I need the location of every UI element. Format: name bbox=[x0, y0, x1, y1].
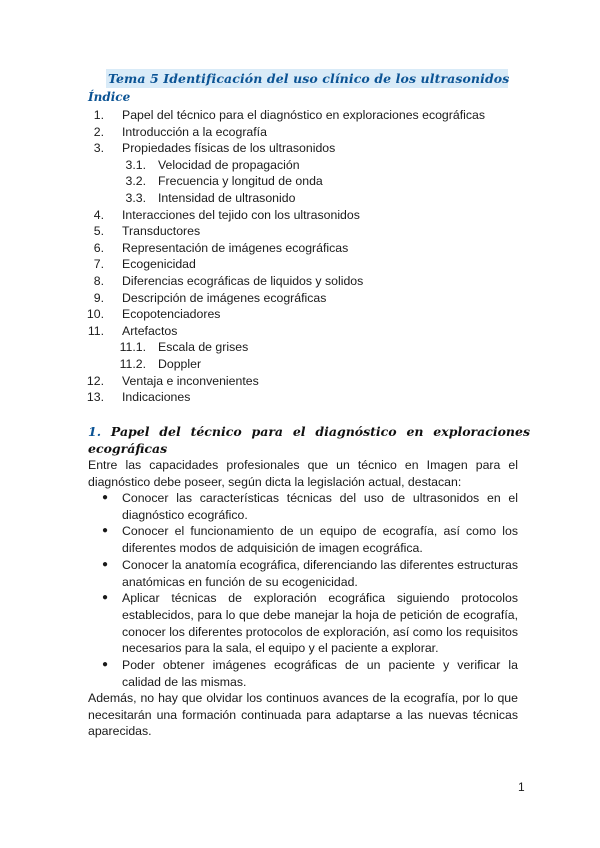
list-item bbox=[88, 523, 518, 556]
toc-item-number: 3. bbox=[93, 141, 104, 156]
toc-item-number: 1. bbox=[93, 108, 104, 122]
list-item-text: Conocer las características técnicas del uso de ultrasonidos en el diagnóstico ecográfico. bbox=[122, 491, 518, 522]
toc-item-number: 5. bbox=[93, 224, 104, 239]
toc-item bbox=[0, 339, 600, 356]
toc-item-number: 3.1. bbox=[125, 157, 146, 172]
toc-item-label: Ventaja e inconvenientes bbox=[122, 373, 259, 388]
toc-item-number: 3.3. bbox=[125, 190, 146, 205]
list-item bbox=[88, 490, 518, 523]
section-1-heading-word: el bbox=[292, 424, 306, 439]
section-1-intro: Entre las capacidades profesionales que un técnico en Imagen para el diagnóstico debe poseer, según dicta la legislación actual, destacan: bbox=[88, 458, 518, 489]
list-item-text: Conocer el funcionamiento de un equipo de ecografía, así como los diferentes modos de adquisición de imagen ecográfica. bbox=[122, 524, 518, 556]
toc-item-number: 11.1. bbox=[119, 340, 146, 355]
toc-item-number: 7. bbox=[93, 257, 104, 272]
toc-item bbox=[0, 389, 600, 406]
toc-item-label: Intensidad de ultrasonido bbox=[158, 190, 296, 205]
toc-item bbox=[0, 373, 600, 390]
toc-item-label: Papel del técnico para el diagnóstico en exploraciones ecográficas bbox=[122, 108, 485, 122]
toc-item bbox=[0, 306, 600, 323]
toc-item-label: Doppler bbox=[158, 356, 202, 371]
section-1-heading-word: para bbox=[251, 424, 284, 439]
list-item-text: Poder obtener imágenes ecográficas de un paciente y verificar la calidad de las mismas. bbox=[122, 658, 518, 689]
toc-item bbox=[0, 290, 600, 307]
document-title: Tema 5 Identificación del uso clínico de los ultrasonidos bbox=[108, 71, 510, 86]
toc-item bbox=[0, 157, 600, 174]
toc-item-label: Velocidad de propagación bbox=[158, 157, 300, 172]
toc-item-number: 9. bbox=[93, 290, 104, 305]
toc-item-label: Transductores bbox=[122, 224, 201, 239]
bullet-icon: ● bbox=[102, 659, 109, 671]
toc-item bbox=[0, 356, 600, 373]
toc-item-label: Representación de imágenes ecográficas bbox=[122, 240, 349, 255]
toc-item-label: Ecogenicidad bbox=[122, 257, 196, 272]
toc-item bbox=[0, 124, 600, 141]
index-heading: Índice bbox=[88, 90, 131, 104]
capabilities-list bbox=[88, 490, 518, 690]
toc-item bbox=[0, 223, 600, 240]
page-number: 1 bbox=[518, 780, 525, 794]
toc-item bbox=[0, 107, 600, 124]
toc-item bbox=[0, 173, 600, 190]
section-1-number: 1. bbox=[88, 424, 102, 439]
list-item-text: Aplicar técnicas de exploración ecográfica siguiendo protocolos establecidos, para lo que debe manejar la hoja de petición de ecografía, conocer los diferentes protocolos de exploración, así como los requisitos necesarios para la sala, el equipo y el paciente a explorar. bbox=[122, 591, 518, 656]
toc-item-number: 8. bbox=[93, 273, 104, 288]
toc-item bbox=[0, 240, 600, 257]
toc-item-label: Escala de grises bbox=[158, 340, 249, 355]
section-1-heading-word: en bbox=[406, 424, 424, 439]
toc-item-number: 11.2. bbox=[119, 356, 146, 371]
bullet-icon: ● bbox=[102, 592, 109, 604]
toc-item bbox=[0, 140, 600, 157]
toc-item-label: Frecuencia y longitud de onda bbox=[158, 174, 323, 189]
toc-item-label: Artefactos bbox=[122, 323, 178, 338]
toc-item bbox=[0, 190, 600, 207]
list-item bbox=[88, 657, 518, 690]
toc-item-label: Diferencias ecográficas de liquidos y solidos bbox=[122, 273, 364, 288]
list-item-text: Conocer la anatomía ecográfica, diferenciando las diferentes estructuras anatómicas en función de su ecogenicidad. bbox=[122, 557, 518, 589]
toc-item-number: 3.2. bbox=[125, 174, 146, 189]
table-of-contents bbox=[0, 107, 600, 406]
section-1-heading-word: técnico bbox=[190, 424, 242, 439]
toc-item-number: 13. bbox=[86, 390, 104, 405]
section-1-heading-word: diagnóstico bbox=[315, 424, 397, 439]
section-1-heading-word: del bbox=[159, 424, 181, 439]
section-1-closing: Además, no hay que olvidar los continuos avances de la ecografía, por lo que necesitarán una formación continuada para adaptarse a las nuevas técnicas aparecidas. bbox=[88, 691, 518, 739]
list-item bbox=[88, 590, 518, 657]
toc-item-number: 11. bbox=[87, 323, 104, 338]
toc-item-number: 4. bbox=[93, 207, 104, 222]
toc-item-label: Ecopotenciadores bbox=[122, 307, 221, 322]
toc-item bbox=[0, 273, 600, 290]
bullet-icon: ● bbox=[102, 525, 109, 537]
section-1-heading-word: exploraciones bbox=[433, 424, 530, 439]
toc-item-label: Interacciones del tejido con los ultrasonidos bbox=[122, 207, 360, 222]
bullet-icon: ● bbox=[102, 492, 109, 503]
list-item bbox=[88, 557, 518, 590]
section-1-heading bbox=[88, 423, 530, 457]
toc-item-number: 10. bbox=[86, 307, 104, 322]
section-1-heading-line2: ecográficas bbox=[88, 441, 168, 456]
section-1-heading-word: Papel bbox=[110, 424, 150, 439]
toc-item-label: Propiedades físicas de los ultrasonidos bbox=[122, 141, 336, 156]
toc-item-label: Introducción a la ecografía bbox=[122, 124, 267, 139]
toc-item-number: 6. bbox=[93, 240, 104, 255]
toc-item bbox=[0, 323, 600, 340]
bullet-icon: ● bbox=[102, 558, 109, 570]
toc-item-label: Indicaciones bbox=[122, 390, 191, 405]
toc-item bbox=[0, 207, 600, 224]
toc-item-number: 2. bbox=[93, 124, 104, 139]
toc-item-label: Descripción de imágenes ecográficas bbox=[122, 290, 327, 305]
toc-item-number: 12. bbox=[86, 373, 104, 388]
toc-item bbox=[0, 256, 600, 273]
